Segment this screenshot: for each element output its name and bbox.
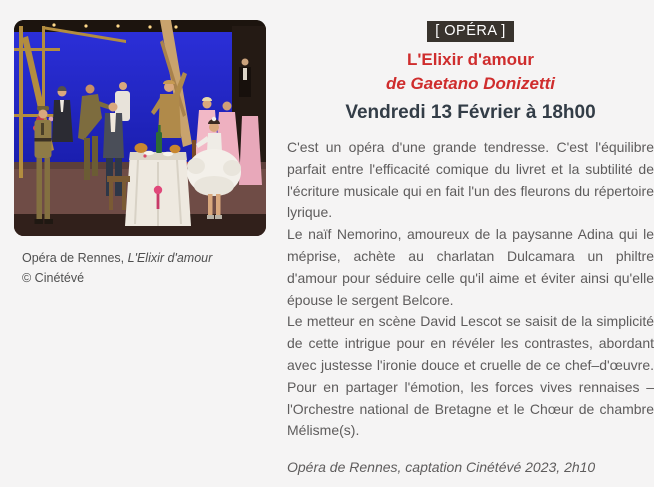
description-paragraph: Le naïf Nemorino, amoureux de la paysanne Adina qui le méprise, achète au charlatan Dulcamara un philtre d'amour pour séduire celle qu'il aime et éviter ainsi qu'elle épouse le sergent Belcore. (287, 226, 654, 308)
description-paragraph: C'est un opéra d'une grande tendresse. C'est l'équilibre parfait entre l'efficacité comique du livret et la subtilité de l'écriture musicale qui en fait l'un des fleurons du répertoire lyrique. (287, 139, 654, 221)
stage-photo-illustration (14, 20, 266, 236)
category-badge: [ OPÉRA ] (427, 21, 514, 42)
caption-venue: Opéra de Rennes, (22, 251, 128, 265)
caption-work-title: L'Elixir d'amour (127, 251, 213, 265)
description-paragraph: Le metteur en scène David Lescot se saisit de la simplicité de cette intrigue pour en révéler les contrastes, abordant avec justesse l'ironie douce et cruelle de ce chef–d'œuvre. Pour en partager l'émotion, les forces vives rennaises – l'Orchestre national de Bretagne et le Chœur de chambre Mélisme(s). (287, 313, 654, 439)
media-column (14, 20, 266, 477)
program-title: L'Elixir d'amour (406, 50, 535, 69)
program-details (287, 20, 654, 477)
program-photo (14, 20, 266, 236)
broadcast-datetime: Vendredi 13 Février à 18h00 (345, 102, 596, 123)
program-description (287, 137, 654, 442)
caption-credit: © Cinétévé (22, 271, 85, 285)
program-composer: de Gaetano Donizetti (385, 74, 556, 93)
production-footnote: Opéra de Rennes, captation Cinétévé 2023, 2h10 (287, 459, 596, 476)
photo-caption (14, 248, 266, 288)
